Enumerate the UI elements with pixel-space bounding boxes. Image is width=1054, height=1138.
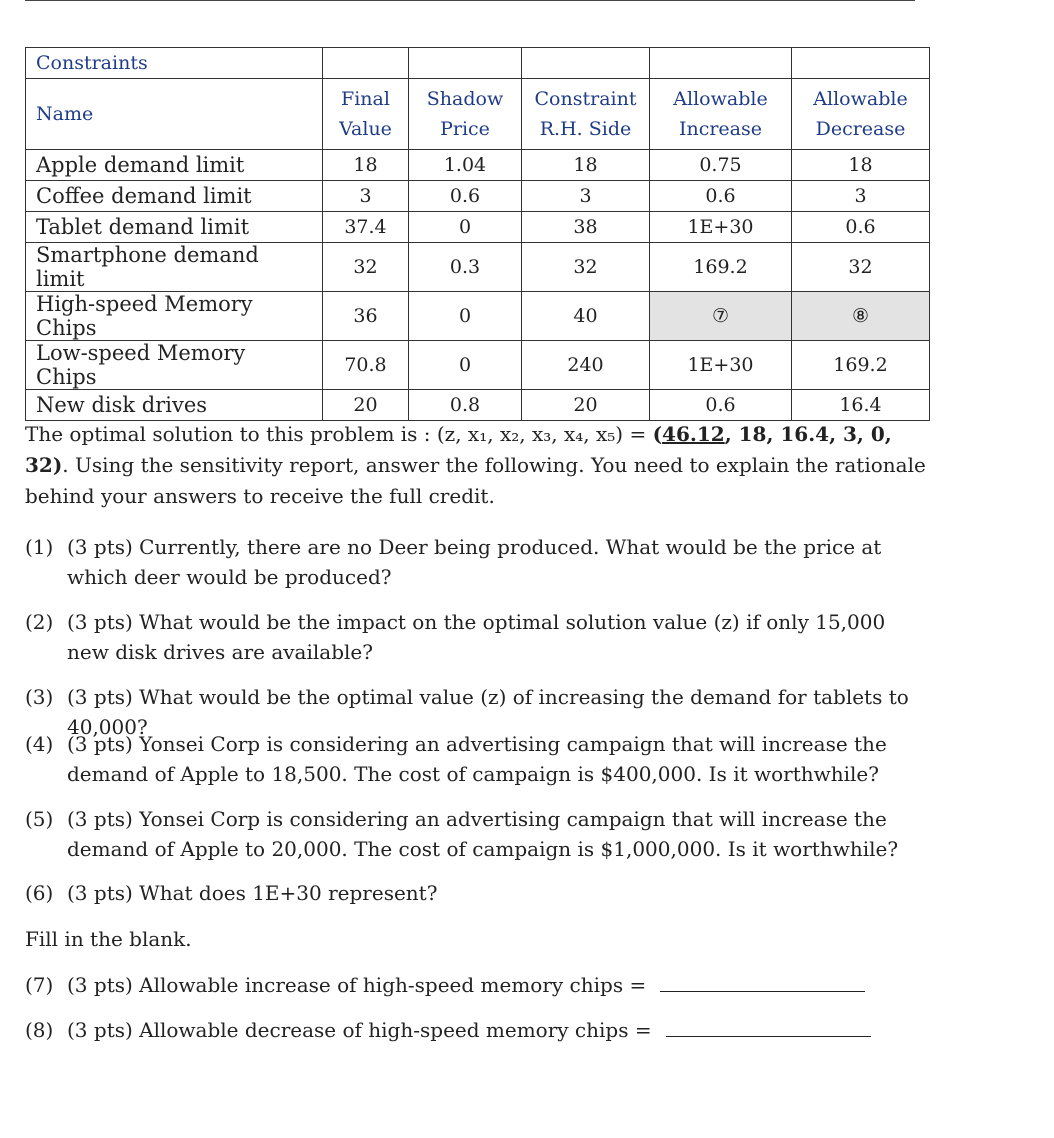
section-title: Constraints xyxy=(26,48,323,79)
question-5: (5) (3 pts) Yonsei Corp is considering an advertising campaign that will increase the demand of Apple to 20,000. The cost of campaign is $1,000,000. Is it worthwhile? xyxy=(25,807,899,861)
cell-allowable-decrease-blank-8: ⑧ xyxy=(792,292,930,341)
question-6: (6) (3 pts) What does 1E+30 represent? xyxy=(25,881,438,905)
cell-shadow-price: 0 xyxy=(409,341,522,390)
table-header-row xyxy=(26,79,930,150)
cell-rhs: 240 xyxy=(522,341,650,390)
table-row xyxy=(26,181,930,212)
cell-rhs: 32 xyxy=(522,243,650,292)
optimal-solution: (46.12, 18, 16.4, 3, 0, 32) xyxy=(25,422,892,477)
cell-shadow-price: 0.3 xyxy=(409,243,522,292)
row-name: Coffee demand limit xyxy=(26,181,323,212)
cell-allowable-increase: 1E+30 xyxy=(650,341,792,390)
table-row xyxy=(26,212,930,243)
cell-allowable-decrease: 169.2 xyxy=(792,341,930,390)
table-row xyxy=(26,341,930,390)
cell-allowable-decrease: 32 xyxy=(792,243,930,292)
cell-final-value: 3 xyxy=(323,181,409,212)
cell-shadow-price: 0 xyxy=(409,292,522,341)
cell-allowable-decrease: 0.6 xyxy=(792,212,930,243)
sensitivity-report-table xyxy=(25,47,930,421)
row-name: Apple demand limit xyxy=(26,150,323,181)
cell-final-value: 36 xyxy=(323,292,409,341)
row-name: High-speed Memory Chips xyxy=(26,292,323,341)
cell-final-value: 32 xyxy=(323,243,409,292)
header-final-value: Final Value xyxy=(323,79,409,150)
cell-allowable-increase: 0.75 xyxy=(650,150,792,181)
row-name: Low-speed Memory Chips xyxy=(26,341,323,390)
cell-shadow-price: 1.04 xyxy=(409,150,522,181)
table-title-row xyxy=(26,48,930,79)
table-row xyxy=(26,390,930,421)
header-shadow-price: Shadow Price xyxy=(409,79,522,150)
cell-allowable-decrease: 3 xyxy=(792,181,930,212)
cell-allowable-increase: 1E+30 xyxy=(650,212,792,243)
cell-allowable-increase: 0.6 xyxy=(650,181,792,212)
table-row xyxy=(26,150,930,181)
intro-paragraph: The optimal solution to this problem is : (z, x₁, x₂, x₃, x₄, x₅) = (46.12, 18, 16.4, 3, 0, 32). Using the sensitivity report, answer the following. You need to explain the rationale behind your answers to receive the full credit. xyxy=(25,422,926,508)
cell-allowable-increase: 169.2 xyxy=(650,243,792,292)
row-name: Smartphone demand limit xyxy=(26,243,323,292)
header-constraint-rhs: Constraint R.H. Side xyxy=(522,79,650,150)
cell-allowable-increase-blank-7: ⑦ xyxy=(650,292,792,341)
answer-blank-7[interactable] xyxy=(660,977,865,992)
fill-in-label: Fill in the blank. xyxy=(25,927,192,951)
question-8: (8) (3 pts) Allowable decrease of high-speed memory chips = xyxy=(25,1015,930,1045)
cell-allowable-increase: 0.6 xyxy=(650,390,792,421)
cell-rhs: 38 xyxy=(522,212,650,243)
row-name: Tablet demand limit xyxy=(26,212,323,243)
top-rule xyxy=(25,0,915,1)
cell-allowable-decrease: 18 xyxy=(792,150,930,181)
cell-rhs: 3 xyxy=(522,181,650,212)
cell-rhs: 20 xyxy=(522,390,650,421)
question-1: (1) (3 pts) Currently, there are no Deer being produced. What would be the price at which deer would be produced? xyxy=(25,535,882,589)
question-3: (3) (3 pts) What would be the optimal value (z) of increasing the demand for tablets to 40,000? xyxy=(25,685,909,739)
cell-rhs: 18 xyxy=(522,150,650,181)
cell-shadow-price: 0 xyxy=(409,212,522,243)
cell-final-value: 20 xyxy=(323,390,409,421)
header-allowable-decrease: Allowable Decrease xyxy=(792,79,930,150)
table-row xyxy=(26,243,930,292)
cell-final-value: 18 xyxy=(323,150,409,181)
question-4: (4) (3 pts) Yonsei Corp is considering an advertising campaign that will increase the demand of Apple to 18,500. The cost of campaign is $400,000. Is it worthwhile? xyxy=(25,732,887,786)
header-name: Name xyxy=(26,79,323,150)
question-2: (2) (3 pts) What would be the impact on the optimal solution value (z) if only 15,000 new disk drives are available? xyxy=(25,610,886,664)
cell-allowable-decrease: 16.4 xyxy=(792,390,930,421)
cell-final-value: 70.8 xyxy=(323,341,409,390)
table-row xyxy=(26,292,930,341)
cell-shadow-price: 0.6 xyxy=(409,181,522,212)
cell-shadow-price: 0.8 xyxy=(409,390,522,421)
question-7: (7) (3 pts) Allowable increase of high-speed memory chips = xyxy=(25,970,930,1000)
cell-rhs: 40 xyxy=(522,292,650,341)
answer-blank-8[interactable] xyxy=(666,1022,871,1037)
row-name: New disk drives xyxy=(26,390,323,421)
cell-final-value: 37.4 xyxy=(323,212,409,243)
header-allowable-increase: Allowable Increase xyxy=(650,79,792,150)
